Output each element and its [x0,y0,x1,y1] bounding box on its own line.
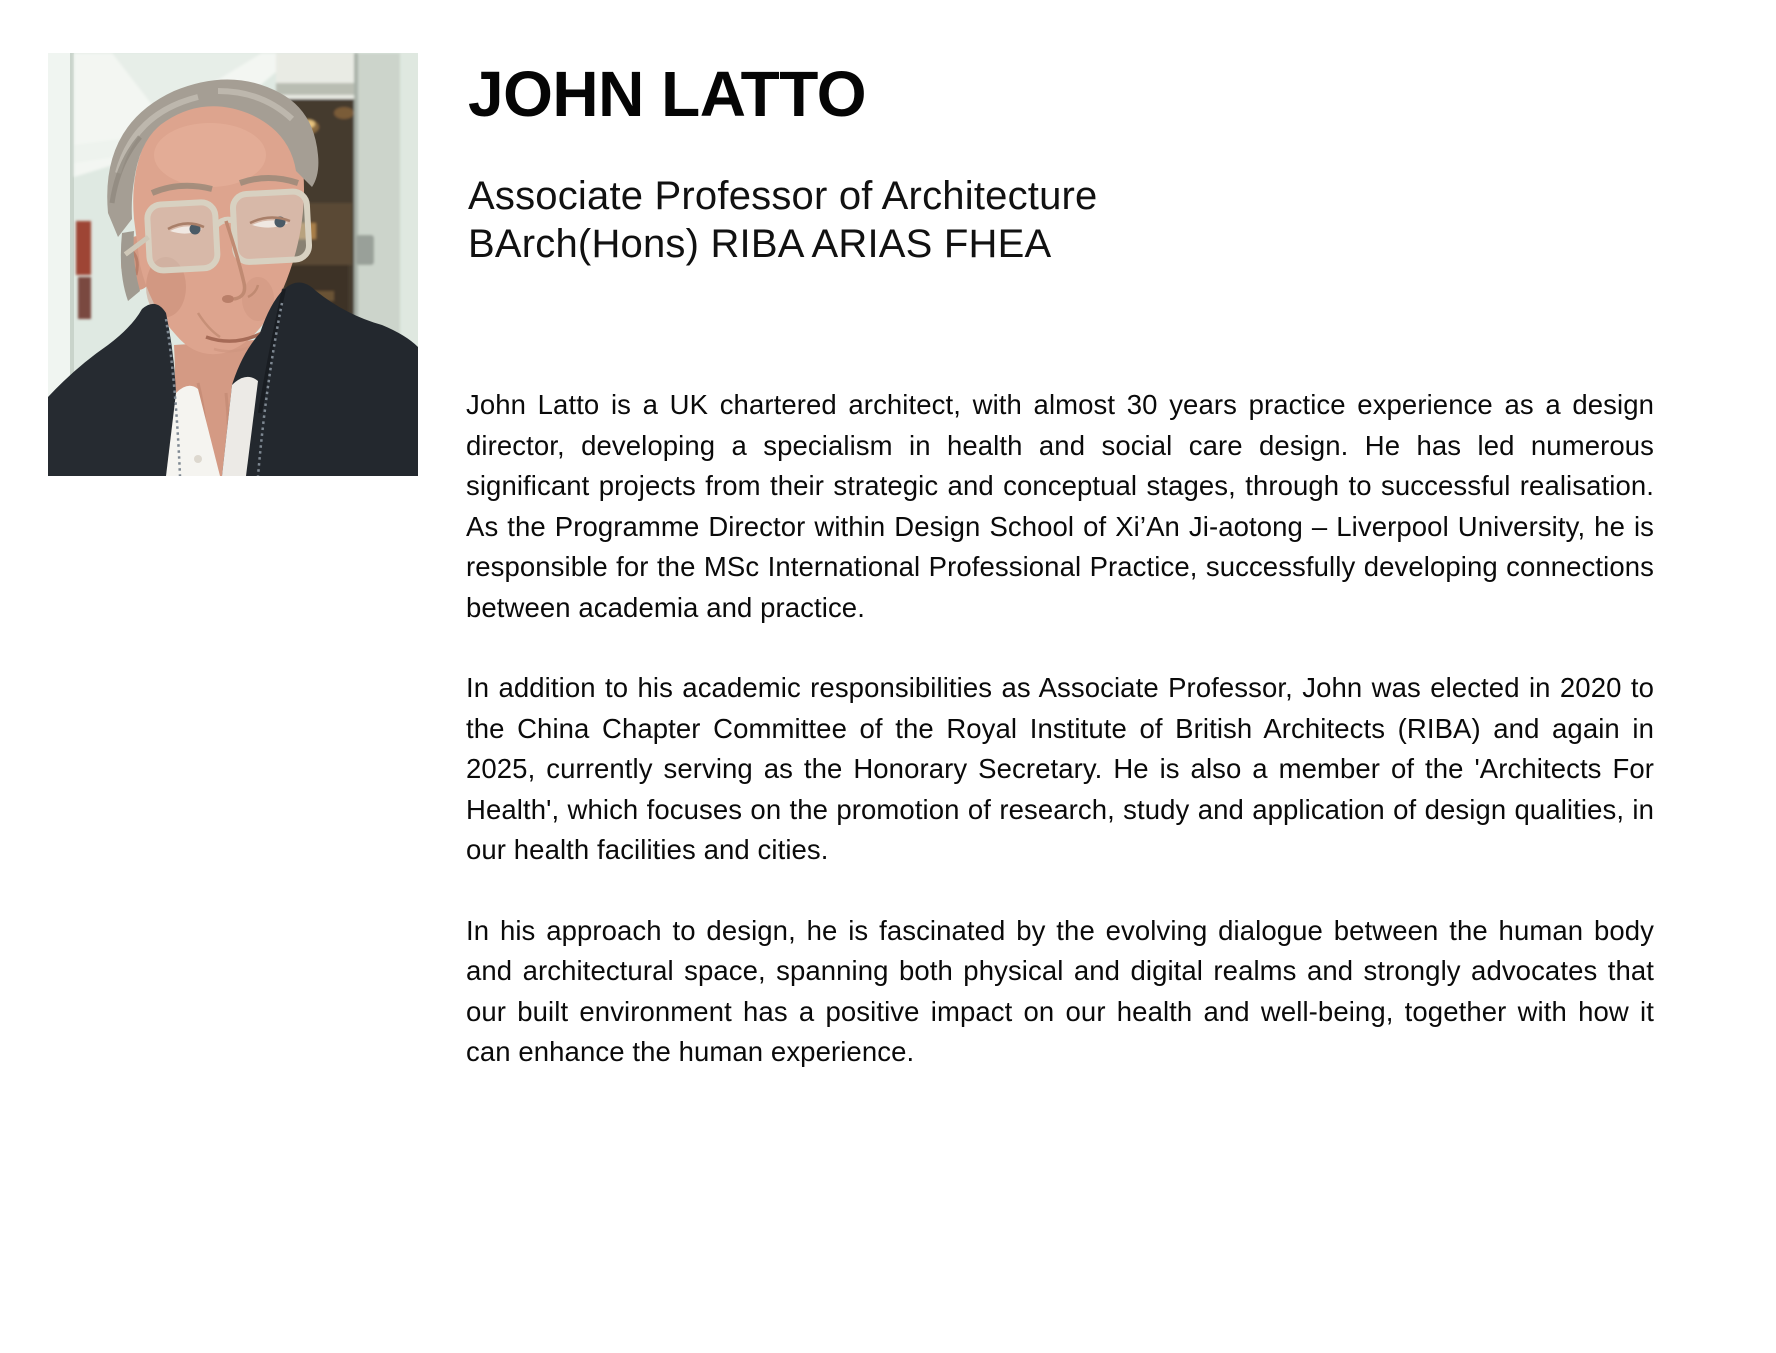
profile-photo [48,53,418,476]
bio-paragraph-2: In addition to his academic responsibilities as Associate Professor, John was elected in 2020 to the China Chapter Committee of the Royal Institute of British Architects (RIBA) and again in 2025, currently serving as the Honorary Secretary. He is also a member of the 'Architects For Health', which focuses on the promotion of research, study and application of design qualities, in our health facilities and cities. [466,672,1654,865]
portrait-illustration [48,53,418,476]
profile-bio [466,385,1654,1073]
profile-titles [468,172,1098,268]
bio-paragraph-1: John Latto is a UK chartered architect, with almost 30 years practice experience as a design director, developing a specialism in health and social care design. He has led numerous significant projects from their strategic and conceptual stages, through to successful realisation. As the Programme Director within Design School of Xi’An Ji-aotong – Liverpool University, he is responsible for the MSc International Professional Practice, successfully developing connections between academia and practice. [466,389,1654,623]
bio-paragraph-3: In his approach to design, he is fascinated by the evolving dialogue between the human body and architectural space, spanning both physical and digital realms and strongly advocates that our built environment has a positive impact on our health and well-being, together with how it can enhance the human experience. [466,914,1654,1067]
profile-title-line-1: Associate Professor of Architecture [468,174,1098,218]
profile-title-line-2: BArch(Hons) RIBA ARIAS FHEA [468,222,1052,266]
profile-name: JOHN LATTO [468,58,866,130]
